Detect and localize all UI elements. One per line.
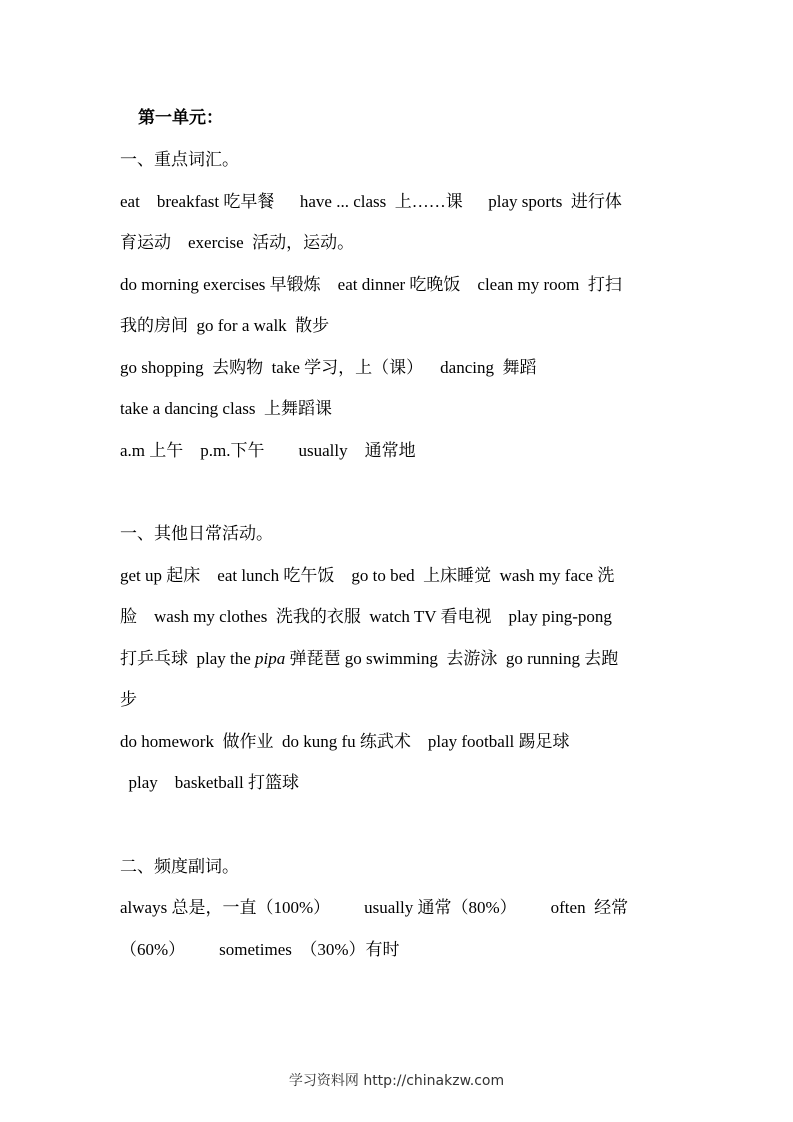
- section-heading-daily-activities: 一、其他日常活动。: [120, 524, 273, 543]
- adverb-line: （60%） sometimes （30%）有时: [120, 940, 400, 959]
- vocab-line: do morning exercises 早锻炼 eat dinner 吃晚饭 clean my room 打扫: [120, 275, 622, 294]
- pipa-italic: pipa: [255, 649, 286, 668]
- activity-text: 打乒乓球 play the: [120, 649, 256, 668]
- activity-line: play basketball 打篮球: [120, 773, 299, 792]
- section-heading-frequency-adverbs: 二、频度副词。: [120, 857, 239, 876]
- vocab-line: a.m 上午 p.m.下午 usually 通常地: [120, 441, 416, 460]
- activity-line: get up 起床 eat lunch 吃午饭 go to bed 上床睡觉 wash my face 洗: [120, 566, 615, 585]
- footer-watermark: 学习资料网 http://chinakzw.com: [288, 1073, 505, 1089]
- activity-line: [120, 648, 618, 670]
- vocab-line: 我的房间 go for a walk 散步: [120, 316, 330, 335]
- activity-line: 步: [120, 690, 137, 709]
- adverb-line: always 总是，一直（100%） usually 通常（80%） often 经常: [120, 898, 629, 917]
- activity-line: do homework 做作业 do kung fu 练武术 play football 踢足球: [120, 732, 570, 751]
- vocab-line: go shopping 去购物 take 学习，上（课） dancing 舞蹈: [120, 358, 537, 377]
- activity-line: 脸 wash my clothes 洗我的衣服 watch TV 看电视 play ping-pong: [120, 607, 612, 626]
- unit-title: 第一单元：: [138, 108, 223, 127]
- vocab-line: eat breakfast 吃早餐 have ... class 上……课 play sports 进行体: [120, 192, 622, 211]
- activity-text: 弹琵琶 go swimming 去游泳 go running 去跑: [285, 649, 619, 668]
- section-heading-key-vocabulary: 一、重点词汇。: [120, 150, 239, 169]
- vocab-line: 育运动 exercise 活动，运动。: [120, 233, 355, 252]
- vocab-line: take a dancing class 上舞蹈课: [120, 399, 332, 418]
